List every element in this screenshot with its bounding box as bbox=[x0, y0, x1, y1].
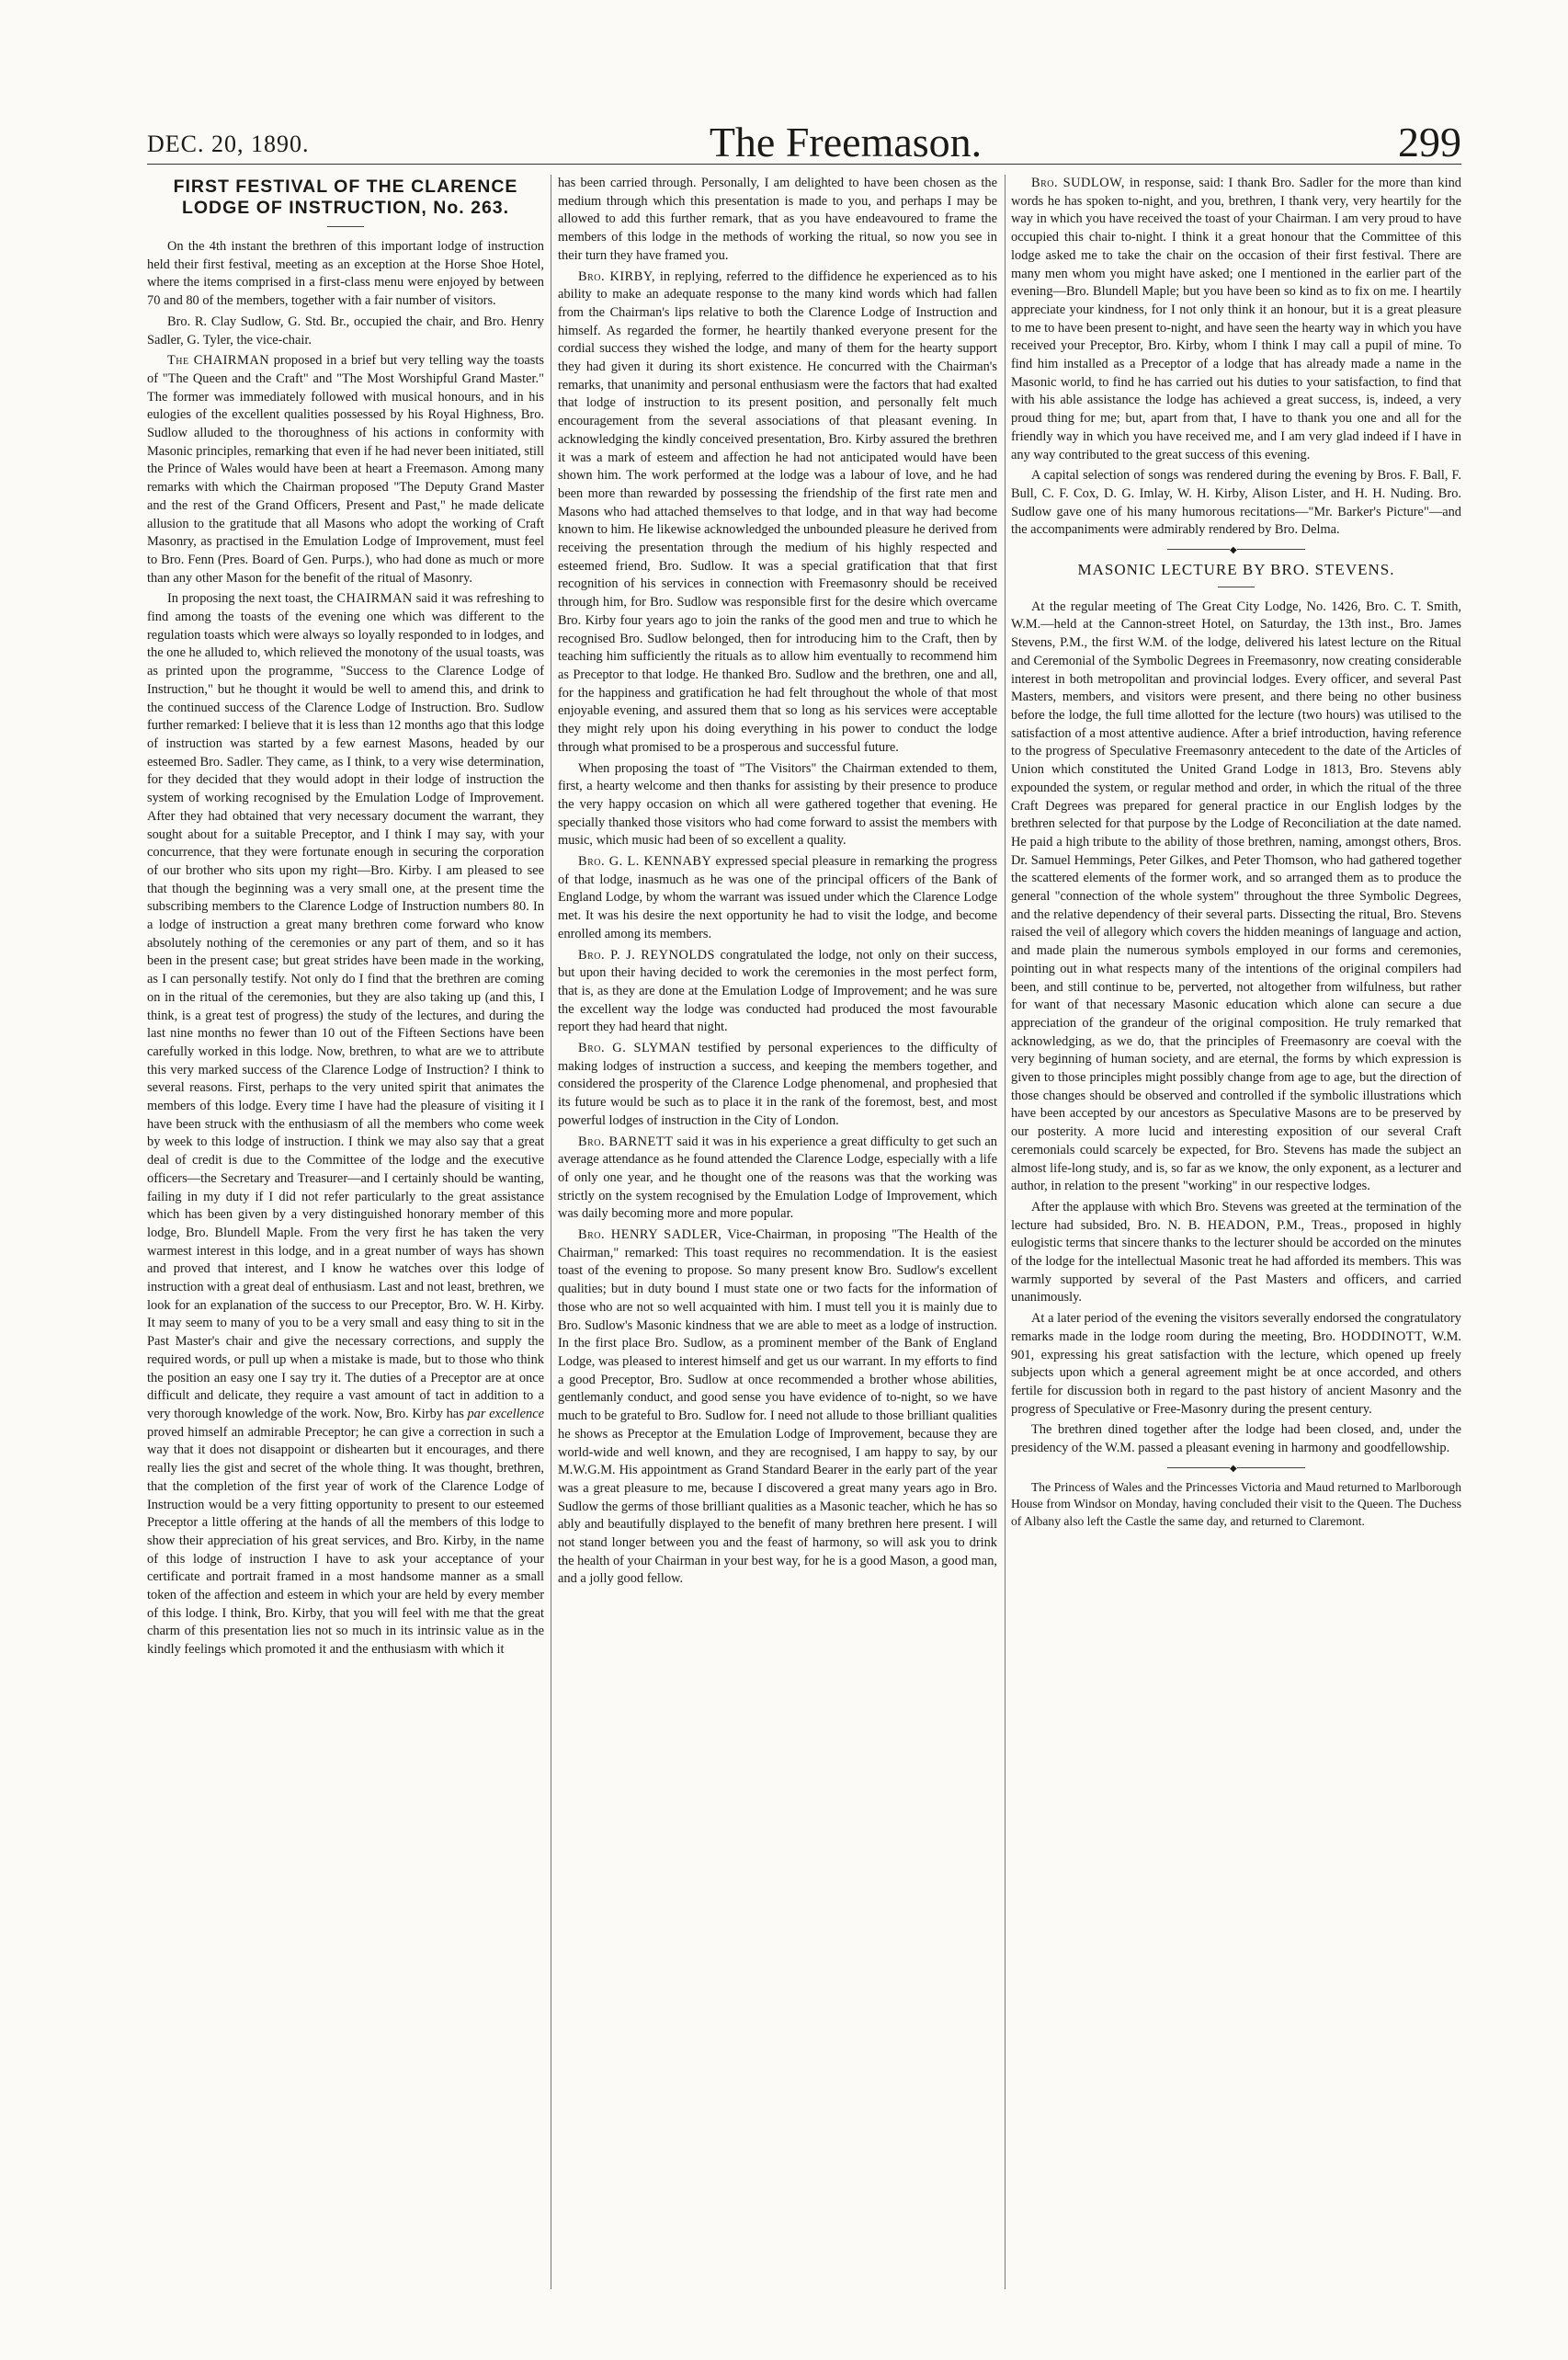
paragraph bbox=[558, 853, 997, 944]
speaker-name: HODDINOTT bbox=[1341, 1328, 1424, 1344]
paragraph bbox=[558, 1134, 997, 1225]
paragraph: The brethren dined together after the lodge had been closed, and, under the presidency of the W.M. passed a pleasant evening in harmony and goodfellowship. bbox=[1011, 1422, 1461, 1456]
paragraph bbox=[558, 1040, 997, 1131]
paragraph: At the regular meeting of The Great City Lodge, No. 1426, Bro. C. T. Smith, W.M.—held at the Cannon-street Hotel, on Saturday, the 13th inst., Bro. James Stevens, P.M., the first W.M. of the lodge, delivered his latest lecture on the Ritual and Ceremonial of the Symbolic Degrees in Freemasonry, now creating considerable interest in both metropolitan and provincial lodges. Every officer, and several Past Masters, members, and visitors were present, and there being no other business before the lodge, the full time allotted for the lecture (two hours) was utilised to the satisfaction of a most attentive audience. After a brief introduction, having reference to the progress of Speculative Freemasonry antecedent to the date of the Articles of Union which constituted the United Grand Lodge in 1813, Bro. Stevens ably expounded the system, or regular method and order, in which the ritual of the three Craft Degrees was prepared for general practice in our English lodges by the brethren selected for that purpose by the Lodge of Reconciliation at the date named. He paid a high tribute to the ability of those brethren, naming, amongst others, Bros. Dr. Samuel Hemmings, Peter Gilkes, and Peter Thomson, who had gathered together the scattered elements of the former work, and so arranged them as to produce the general "connection of the whole system" throughout the three Symbolic Degrees, and the relative dependency of their several parts. Dissecting the ritual, Bro. Stevens raised the veil of allegory which covers the hidden meanings of language and action, and made plain the numerous symbols employed in our forms and ceremonies, pointing out in what respects many of the intentions of the original compilers had been, and still continue to be, perverted, not altogether from wilfulness, but rather for want of that necessary Masonic education which alone can secure a due appreciation of the grandeur of the original composition. He truly remarked that acknowledging, as we do, that the principles of Freemasonry are coeval with the very beginning of human society, and are eternal, the forms by which expression is given to those principles might possibly change from age to age, but the direction of those changes should be observed and controlled if the symbolic illustrations which have been accepted by our ancestors as Speculative Masons are to be preserved by our posterity. A more lucid and interesting exposition of our several Craft ceremonials could scarcely be expected, for Bro. Stevens has made the subject an almost life-long study, and is, so far as we know, the only exponent, as a lecturer and author, in relation to the present "working" in our respective lodges. bbox=[1011, 599, 1461, 1194]
paragraph bbox=[558, 268, 997, 758]
paragraph: has been carried through. Personally, I am delighted to have been chosen as the medium through which this presentation is made to you, and perhaps I may be allowed to add this further remark, that as you have endeavoured to frame the members of this lodge in the methods of working the ritual, so now you see in their turn they have framed you. bbox=[558, 176, 997, 263]
paragraph bbox=[558, 947, 997, 1038]
column-2 bbox=[558, 175, 997, 2289]
paragraph: Bro. R. Clay Sudlow, G. Std. Br., occupied the chair, and Bro. Henry Sadler, G. Tyler, the vice-chair. bbox=[147, 314, 544, 348]
column-divider bbox=[1005, 175, 1006, 2289]
paragraph bbox=[147, 590, 544, 1659]
speaker-name: Bro. P. J. REYNOLDS bbox=[578, 947, 716, 963]
masthead-rule bbox=[147, 164, 1461, 165]
paragraph: On the 4th instant the brethren of this important lodge of instruction held their first festival, meeting as an exception at the Horse Shoe Hotel, where the items comprised in a first-class menu were enjoyed by between 70 and 80 of the members, together with a fair number of visitors. bbox=[147, 239, 544, 309]
paragraph bbox=[1011, 1310, 1461, 1419]
section-rule bbox=[327, 226, 364, 227]
paragraph-text: Vice-Chairman, in proposing "The Health of the Chairman," remarked: This toast requires no recommendation. It is the easiest toast of the evening to propose. So many present know Bro. Sudlow's excellent qualities; but in duty bound I must state one or two facts for the information of those who are not so well acquainted with him. I must tell you it is mainly due to Bro. Sudlow's Masonic kindness that we are able to meet as a lodge of instruction. In the first place Bro. Sudlow, as a prominent member of the Bank of England Lodge, was pleased to interest himself and get us our warrant. In my efforts to find a good Preceptor, Bro. Sudlow at once recommended a brother whose abilities, gentlemanly conduct, and good sense you have evidence of to-night, so we have much to be grateful to Bro. Sudlow for. I need not allude to those brilliant qualities he shows as Preceptor at the Emulation Lodge of Improvement, because they are world-wide and well known, and they are recognised, I am happy to say, by our M.W.G.M. His appointment as Grand Standard Bearer in the early part of the year was a great pleasure to me, because I discovered a great many years ago in Bro. Sudlow the germs of those brilliant qualities as a Masonic teacher, which he has so ably and beautifully displayed to the benefit of many brethren here present. I will not stand longer between you and the feast of harmony, so will ask you to drink the health of your Chairman in your best way, for he is a good Mason, a good man, and a jolly good fellow. bbox=[558, 1227, 997, 1587]
paragraph-text: , P.M., Treas., proposed in highly eulogistic terms that sincere thanks to the lecturer should be accorded on the minutes of the lodge for the intellectual Masonic treat he had afforded its members. This was warmly supported by several of the Past Masters and officers, and carried unanimously. bbox=[1011, 1217, 1461, 1305]
masthead bbox=[147, 118, 1461, 165]
paragraph bbox=[1011, 1199, 1461, 1307]
royal-notice: The Princess of Wales and the Princesses Victoria and Maud returned to Marlborough House from Windsor on Monday, having concluded their visit to the Queen. The Duchess of Albany also left the Castle the same day, and returned to Claremont. bbox=[1011, 1479, 1461, 1528]
paragraph-text: said it was refreshing to find among the toasts of the evening one which was different to the regulation toasts which were always so loyally responded to in lodges, and the one he alluded to, which relieved the monotony of the usual toasts, was as printed upon the programme, "Success to the Clarence Lodge of Instruction," but he thought it would be well to amend this, and drink to the continued success of the Clarence Lodge of Instruction. Bro. Sudlow further remarked: I believe that it is less than 12 months ago that this lodge of instruction was started by a few earnest Masons, headed by our esteemed Bro. Sadler. They came, as I think, to a very wise determination, for they decided that they would adopt in their lodge of instruction the system of working recognised by the Emulation Lodge of Improvement. After they had obtained that very necessary document the warrant, they sought about for a suitable Preceptor, and I think I may say, with your concurrence, that they were fortunate enough in securing the corporation of our brother who sits upon my right—Bro. Kirby. I am pleased to see that though the beginning was a very small one, at the present time the subscribing members to the Clarence Lodge of Instruction numbers 80. In a lodge of instruction a great many brethren come forward who know absolutely nothing of the ceremonies or any part of them, and so it has been in the present case; but great strides have been made in the working, as I can personally testify. Not only do I find that the brethren are coming on in the ritual of the ceremonies, but they are also taking up (and this, I think, is a great test of progress) the study of the lectures, and during the last nine months no fewer than 10 out of the Fifteen Sections have been carefully worked in this lodge. Now, brethren, to what are we to attribute this very marked success of the Clarence Lodge of Instruction? I think to several reasons. First, perhaps to the very united spirit that animates the members of this lodge. Every time I have had the pleasure of visiting it I have been struck with the enthusiasm of all the members who come week by week to this lodge of instruction. I think we may also say that a great deal of credit is due to the Committee of the lodge and the executive officers—the Secretary and Treasurer—and I certainly should be wanting, failing in my duty if I did not refer particularly to the great assistance which has been given by a very distinguished honorary member of this lodge, Bro. Blundell Maple. From the very first he has taken the very warmest interest in this lodge, and in a great number of ways has shown and proved that interest, and I know he watches over this lodge of instruction with a great deal of enthusiasm. Last and not least, brethren, we look for an explanation of the success to our Preceptor, Bro. W. H. Kirby. It may seem to many of you to be a very small and easy thing to sit in the Past Master's chair and give the necessary corrections, and supply the required words, or pull up when a mistake is made, but to those who think the position an easy one I say try it. The duties of a Preceptor are at once difficult and delicate, they require a vast amount of tact in addition to a very thorough knowledge of the work. Now, Bro. Kirby has bbox=[147, 591, 544, 1421]
ornamental-rule bbox=[1167, 1467, 1305, 1468]
page-number: 299 bbox=[1398, 119, 1461, 165]
paragraph-text: testified by personal experiences to the difficulty of making lodges of instruction a success, and keeping the members together, and considered the prosperity of the Clarence Lodge phenomenal, and prophesied that its future would be such as to place it in the rank of the foremost, best, and most powerful lodges of instruction in the City of London. bbox=[558, 1041, 997, 1128]
paragraph bbox=[1011, 175, 1461, 464]
paragraph-text: said it was in his experience a great difficulty to get such an average attendance as he found attended the Clarence Lodge, especially with a life of only one year, and he thought one of the reasons was that the working was strictly on the system recognised by the Emulation Lodge of Improvement, which was daily becoming more and more popular. bbox=[558, 1134, 997, 1222]
paragraph bbox=[147, 352, 544, 587]
paragraph-text: , W.M. 901, expressing his great satisfaction with the lecture, which opened up freely subjects upon which a general agreement might be at once accorded, and others fertile for discussion both in regard to the past history of ancient Masonry and the progress of Speculative or Free-Masonry during the present century. bbox=[1011, 1328, 1461, 1417]
paragraph-text: At a later period of the evening the visitors severally endorsed the congratulatory remarks made in the lodge room during the meeting, Bro. bbox=[1011, 1311, 1461, 1344]
paragraph-text: In proposing the next toast, the bbox=[167, 591, 337, 607]
column-1 bbox=[147, 175, 544, 2289]
speaker-name: The CHAIRMAN bbox=[167, 353, 270, 369]
issue-date: DEC. 20, 1890. bbox=[147, 131, 310, 157]
ornamental-rule bbox=[1167, 549, 1305, 550]
speaker-name: Bro. G. L. KENNABY bbox=[578, 854, 712, 870]
paragraph-text: proposed in a brief but very telling way the toasts of "The Queen and the Craft" and "The Most Worshipful Grand Master." The former was immediately followed with musical honours, and in his eulogies of the excellent qualities possessed by his Royal Highness, Bro. Sudlow alluded to the thoroughness of his actions in conformity with Masonic principles, remarking that even if he had never been initiated, still the Prince of Wales would have been at heart a Freemason. Among many remarks with which the Chairman proposed "The Deputy Grand Master and the rest of the Grand Officers, Present and Past," he made delicate allusion to the gratitude that all Masons who adopt the working of Craft Masonry, as practised in the Emulation Lodge of Improvement, must feel to Bro. Fenn (Pres. Board of Gen. Purps.), who had done as much or more than any other Mason for the benefit of the ritual of Masonry. bbox=[147, 353, 544, 586]
paragraph-text: After the applause with which Bro. Stevens was greeted at the termination of the lecture had subsided, Bro. N. B. bbox=[1011, 1199, 1461, 1233]
paragraph-text: congratulated the lodge, not only on their success, but upon their having decided to work the ceremonies in the most perfect form, that is, as they are done at the Emulation Lodge of Improvement; and he was sure the excellent way the lodge was conducted had produced the most favourable report they had heard that night. bbox=[558, 947, 997, 1035]
publication-title: The Freemason. bbox=[709, 119, 983, 165]
article-title-clarence-lodge: FIRST FESTIVAL OF THE CLARENCE LODGE OF INSTRUCTION, No. 263. bbox=[173, 177, 518, 218]
italic-phrase: par excellence bbox=[467, 1407, 544, 1421]
paragraph: When proposing the toast of "The Visitors" the Chairman extended to them, first, a hearty welcome and then thanks for assisting by their presence to produce the very happy occasion on which all were gathered together that evening. He specially thanked those visitors who had come forward to assist the members with music, which music had been of so excellent a quality. bbox=[558, 760, 997, 849]
paragraph: A capital selection of songs was rendered during the evening by Bros. F. Ball, F. Bull, C. F. Cox, D. G. Imlay, W. H. Kirby, Alison Lister, and H. H. Nuding. Bro. Sudlow gave one of his many humorous recitations—"Mr. Barker's Picture"—and the accompaniments were admirably rendered by Bro. Delma. bbox=[1011, 468, 1461, 538]
paragraph-text: in replying, referred to the diffidence he experienced as to his ability to make an adequate response to the many kind words which had fallen from the Chairman's lips relative to both the Clarence Lodge of Instruction and himself. As regarded the former, he heartily thanked everyone present for the cordial success they wished the lodge, and many of them for the hearty support they had given it during its short existence. He concurred with the Chairman's remarks, that unanimity and personal enthusiasm were the factors that had exalted that lodge of instruction to its present position, and personally felt much encouragement from the several associations of that pleasant evening. In acknowledging the kindly conceived presentation, Bro. Kirby assured the brethren it was a mark of esteem and affection he had not anticipated would have been shown him. The work performed at the lodge was a labour of love, and he had been more than rewarded by possessing the friendship of the first rate men and Masons who had attached themselves to that lodge, and in that way had become known to him. He likewise acknowledged the unbounded pleasure he derived from receiving the presentation through the medium of his highly respected and esteemed friend, Bro. Sudlow. It was a special gratification that that first recognition of his services in connection with Freemasonry should be received through him, for Bro. Sudlow was responsible first for the desire which overcame Bro. Kirby four years ago to join the ranks of the good men and true to which he recognised Bro. Sudlow belonged, then for introducing him to the Craft, then by teaching him sufficiently the rituals as to allow him eventually to recommend him as Preceptor to that lodge. He thanked Bro. Sudlow and the brethren, one and all, for the happiness and gratification he had felt throughout the whole of that most enjoyable evening, and assured them that so long as his services were acceptable they might rely upon his doing everything in his power to conduct the lodge through what promised to be a prosperous and successful future. bbox=[558, 268, 997, 755]
paragraph-text: in response, said: I thank Bro. Sadler for the more than kind words he has spoken to-night, and you, brethren, I thank very, very heartily for the way in which you have received the toast of your Chairman. I am very proud to have occupied this chair to-night. I think it a great honour that the Committee of this lodge asked me to take the chair on the occasion of their first festival. There are many men whom you might have asked; one I mentioned in the earlier part of the evening—Bro. Blundell Maple; but you have been so kind as to fix on me. I heartily appreciate your kindness, for I not only think it an honour, but it is a great pleasure to me to have been present to-night, and have seen the hearty way in which you have received your Preceptor, Bro. Kirby, whom I think I may call a pupil of mine. To find him installed as a Preceptor of a lodge that has already made a name in the Masonic world, to find he has carried out his duties to your satisfaction, to find that with his able assistance the lodge has achieved a great success, is, indeed, a very proud thing for me; but, apart from that, I have to thank you one and all for the friendly way in which you have received me, and I am very glad indeed if I have in any way contributed to the great success of this evening. bbox=[1011, 176, 1461, 462]
speaker-name: CHAIRMAN bbox=[336, 591, 413, 607]
paragraph-text: expressed special pleasure in remarking the progress of that lodge, inasmuch as he was one of the principal officers of the Bank of England Lodge, by whom the warrant was issued under which the Clarence Lodge met. It was his desire the next opportunity he had to visit the lodge, and become enrolled among its members. bbox=[558, 854, 997, 941]
paragraph bbox=[558, 1226, 997, 1589]
column-3 bbox=[1011, 175, 1461, 2289]
article-title-masonic-lecture: MASONIC LECTURE BY BRO. STEVENS. bbox=[1077, 561, 1395, 579]
speaker-name: Bro. HENRY SADLER, bbox=[578, 1227, 722, 1243]
speaker-name: Bro. KIRBY, bbox=[578, 268, 655, 284]
speaker-name: HEADON bbox=[1207, 1217, 1267, 1233]
speaker-name: Bro. BARNETT bbox=[578, 1134, 674, 1149]
speaker-name: Bro. G. SLYMAN bbox=[578, 1041, 691, 1056]
speaker-name: Bro. SUDLOW, bbox=[1031, 176, 1125, 190]
paragraph-text: proved himself an admirable Preceptor; he can give a correction in such a way that it does not disappoint or dishearten but it encourages, and there really lies the gist and secret of the whole thing. It was thought, brethren, that the completion of the first year of work of the Clarence Lodge of Instruction would be a very fitting opportunity to present to our esteemed Preceptor a little offering at the hands of all the members of this lodge to show their appreciation of his great services, and Bro. Kirby, in the name of this lodge of instruction I have to ask your acceptance of your certificate and portrait framed in a most handsome manner as a small token of the affection and esteem in which your are held by every member of this lodge. I think, Bro. Kirby, that you will feel with me that the great charm of this presentation lies not so much in its intrinsic value as in the kindly feelings which promoted it and the enthusiasm with which it bbox=[147, 1424, 544, 1658]
